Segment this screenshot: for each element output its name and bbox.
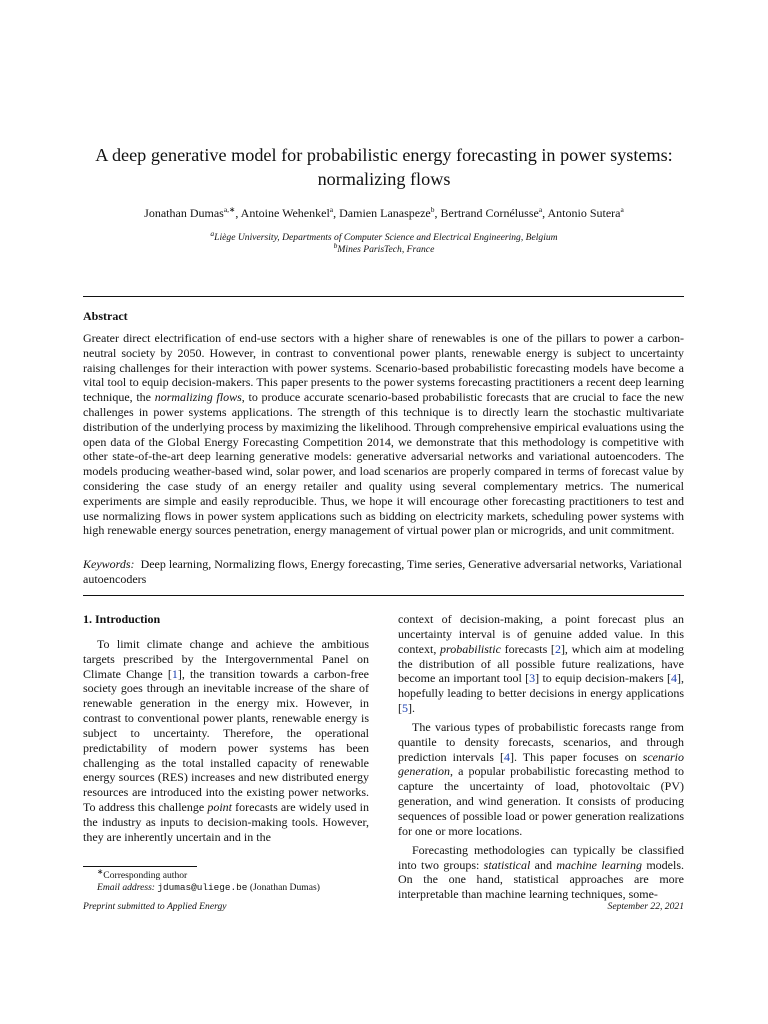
author-name: Antoine Wehenkel bbox=[240, 206, 330, 220]
body-text: ], which aim at modeling the distribution of all possible future realizations, have become an important tool [ bbox=[398, 641, 685, 686]
email-address[interactable]: jdumas@uliege.be bbox=[157, 882, 248, 894]
body-text: ]. bbox=[408, 701, 415, 716]
italic-term: probabilistic bbox=[440, 641, 501, 656]
footnotes bbox=[83, 866, 383, 895]
body-text: forecasts are widely used in the industry as inputs to decision-making tools. However, they are inherently uncertain and in the bbox=[83, 800, 369, 844]
body-text: , a popular probabilistic forecasting method to capture the uncertainty of load, photovoltaic (PV) generation, and wind generation. It consists of producing sequences of possible load or power generation realizations for one or more locations. bbox=[398, 764, 684, 838]
italic-term: point bbox=[207, 800, 233, 815]
footnote-email bbox=[83, 882, 383, 894]
author-name: Jonathan Dumas bbox=[144, 206, 224, 220]
affiliation-text: Mines ParisTech, France bbox=[337, 244, 435, 255]
body-paragraph bbox=[398, 843, 684, 902]
affiliations bbox=[70, 228, 698, 256]
italic-term: machine learning bbox=[556, 857, 642, 872]
keywords-label: Keywords: bbox=[83, 557, 135, 571]
email-owner: (Jonathan Dumas) bbox=[249, 882, 320, 894]
body-text: ], hopefully leading to better decisions in energy applications [ bbox=[398, 671, 684, 716]
affiliation-line bbox=[70, 240, 698, 256]
affiliation-line bbox=[70, 228, 698, 244]
footnote-mark: ∗ bbox=[97, 866, 104, 876]
body-text: ], the transition towards a carbon-free society goes through an inevitable increase of the share of renewable generation in the energy mix. However, in contrast to conventional power plants, renewable energy is subject to uncertainty. Therefore, the operational predictability of modern power systems has been challenging as the total installed capacity of renewable energy sources (RES) increases and new distributed energy resources are introduced into the existing power networks. To address this challenge bbox=[83, 666, 369, 815]
abstract-italic-term: normalizing flows bbox=[154, 390, 242, 405]
body-paragraph bbox=[83, 637, 369, 845]
body-text: Forecasting methodologies can typically be classified into two groups: bbox=[398, 842, 684, 872]
citation-link[interactable]: 1 bbox=[171, 666, 178, 681]
footer-preprint-note: Preprint submitted to Applied Energy bbox=[83, 901, 227, 912]
abstract-heading: Abstract bbox=[83, 309, 128, 323]
body-text: ]. This paper focuses on bbox=[509, 749, 643, 764]
footnote-text: Corresponding author bbox=[103, 870, 188, 881]
citation-link[interactable]: 4 bbox=[671, 671, 677, 686]
affiliation-mark: a bbox=[210, 228, 215, 238]
author-list: Jonathan Dumas$^{a,∗}$, Antoine Wehenkel$^a$, Damien Lanaspeze$^b$, Bertrand Cornélusse$^a$, Antonio Sutera$^a$ bbox=[144, 205, 624, 220]
author-name: Antonio Sutera bbox=[547, 206, 621, 220]
affiliation-text: Liège University, Departments of Computer Science and Electrical Engineering, Belgium bbox=[214, 232, 558, 243]
body-paragraph bbox=[398, 720, 684, 839]
author-name: Damien Lanaspeze bbox=[339, 206, 431, 220]
body-text: models. On the one hand, statistical approaches are more interpretable than machine learning techniques, some- bbox=[398, 857, 684, 902]
left-column bbox=[83, 612, 369, 849]
email-label: Email address: bbox=[97, 882, 156, 894]
abstract-body bbox=[83, 331, 684, 538]
italic-term: statistical bbox=[483, 857, 531, 872]
author-affil-mark: a bbox=[620, 205, 624, 214]
abstract-bottom-rule bbox=[83, 595, 684, 596]
author-affil-mark: b bbox=[430, 205, 435, 214]
body-text: The various types of probabilistic forecasts range from quantile to density forecasts, scenarios, and through prediction intervals [ bbox=[398, 719, 684, 764]
author-affil-mark: a bbox=[538, 205, 543, 214]
footer-date: September 22, 2021 bbox=[607, 901, 684, 912]
abstract-text: , to produce accurate scenario-based probabilistic forecasts that are crucial to face the new challenges in power systems applications. The strength of this technique is to directly learn the stochastic multivariate distribution of the underlying process by maximizing the likelihood. Through comprehensive empirical evaluations using the open data of the Global Energy Forecasting Competition 2014, we demonstrate that this methodology is competitive with other state-of-the-art deep learning generative models: generative adversarial networks and variational autoencoders. The models producing weather-based wind, solar power, and load scenarios are properly compared in terms of forecast value by considering the case study of an energy retailer and quality using several complementary metrics. The numerical experiments are simple and easily reproducible. Thus, we hope it will encourage other forecasting practitioners to test and use normalizing flows in power system applications such as bidding on electricity markets, scheduling power systems with high renewable energy sources penetration, energy management of virtual power plan or microgrids, and unit commitment. bbox=[83, 390, 685, 538]
author-name: Bertrand Cornélusse bbox=[440, 206, 539, 220]
right-column bbox=[398, 612, 684, 906]
citation-link[interactable]: 4 bbox=[503, 749, 510, 764]
citation-link[interactable]: 2 bbox=[554, 641, 561, 656]
section-heading-introduction: 1. Introduction bbox=[83, 612, 161, 626]
keywords bbox=[83, 557, 684, 587]
body-text: To limit climate change and achieve the ambitious targets prescribed by the Intergovernmental Panel on Climate Change [ bbox=[83, 636, 369, 681]
footnote-corresponding bbox=[83, 866, 383, 882]
abstract-text: Greater direct electrification of end-use sectors with a higher share of renewables is one of the pillars to power a carbon-neutral society by 2050. However, in contrast to conventional power plants, renewable energy is subject to uncertainty raising challenges for their interaction with power systems. Scenario-based probabilistic forecasting models have become a vital tool to equip decision-makers. This paper presents to the power systems forecasting practitioners a recent deep learning technique, the bbox=[83, 331, 684, 405]
italic-term: scenario generation bbox=[398, 749, 685, 779]
citation-link[interactable]: 3 bbox=[529, 671, 536, 686]
body-text: forecasts [ bbox=[500, 641, 555, 656]
body-text: and bbox=[530, 857, 557, 872]
body-paragraph bbox=[398, 612, 684, 716]
keywords-text: Deep learning, Normalizing flows, Energy forecasting, Time series, Generative adversarial networks, Variational autoencoders bbox=[83, 557, 682, 586]
body-text: context of decision-making, a point forecast plus an uncertainty interval is of genuine added value. In this context, bbox=[398, 612, 684, 656]
author-affil-mark: a,∗ bbox=[223, 205, 236, 214]
title-line-1: A deep generative model for probabilistic energy forecasting in power systems: bbox=[95, 145, 673, 165]
abstract-top-rule bbox=[83, 296, 684, 297]
paper-title bbox=[70, 143, 698, 191]
body-text: ] to equip decision-makers [ bbox=[535, 671, 671, 686]
affiliation-mark: b bbox=[333, 240, 338, 250]
author-affil-mark: a bbox=[329, 205, 334, 214]
citation-link[interactable]: 5 bbox=[402, 701, 408, 716]
title-line-2: normalizing flows bbox=[317, 169, 451, 189]
